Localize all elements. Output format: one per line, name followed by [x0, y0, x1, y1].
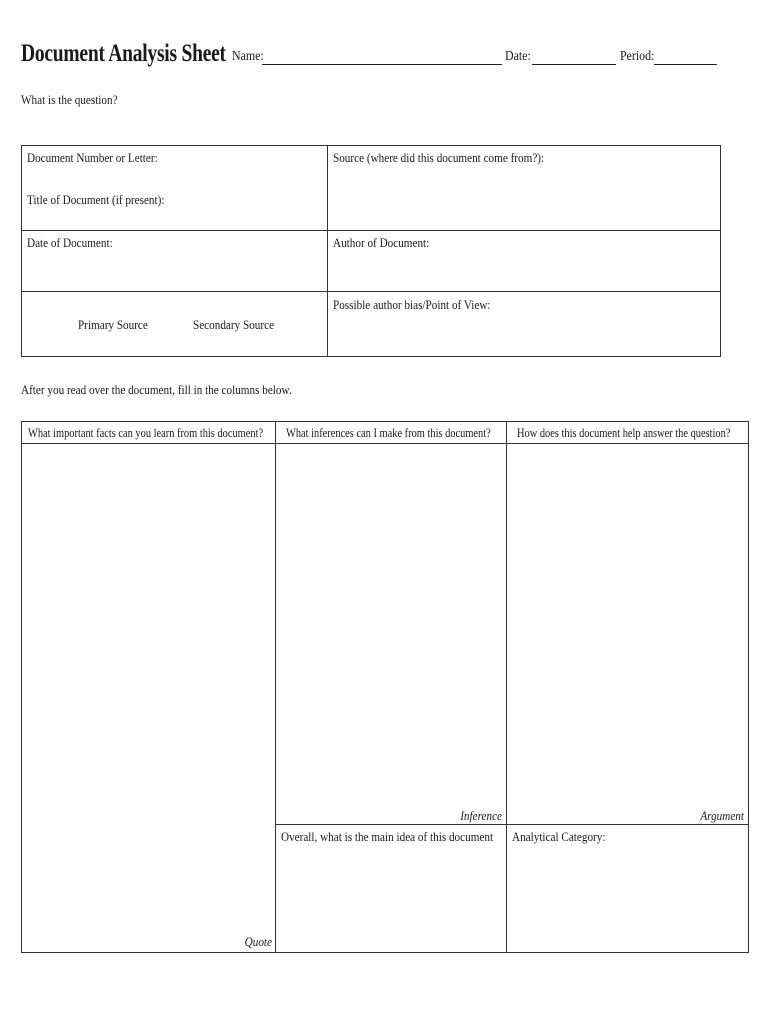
- date-of-document-label: Date of Document:: [27, 235, 113, 250]
- source-label: Source (where did this document come from?):: [333, 150, 545, 165]
- author-label: Author of Document:: [333, 235, 430, 250]
- quote-label: Quote: [244, 934, 272, 949]
- analytical-category-label: Analytical Category:: [512, 829, 606, 844]
- facts-area[interactable]: [22, 444, 274, 952]
- inference-label: Inference: [460, 808, 502, 823]
- instructions-text: After you read over the document, fill in the columns below.: [21, 382, 292, 397]
- document-title-label: Title of Document (if present):: [27, 192, 165, 207]
- author-bias-label: Possible author bias/Point of View:: [333, 297, 491, 312]
- name-field[interactable]: [262, 52, 502, 65]
- page-title: Document Analysis Sheet: [21, 40, 226, 67]
- facts-column-header: What important facts can you learn from this document?: [28, 425, 264, 440]
- help-column-header: How does this document help answer the question?: [517, 425, 731, 440]
- inferences-column-header: What inferences can I make from this document?: [286, 425, 491, 440]
- primary-source-option[interactable]: Primary Source: [78, 317, 148, 332]
- date-field[interactable]: [532, 52, 616, 65]
- document-number-label: Document Number or Letter:: [27, 150, 158, 165]
- inferences-area[interactable]: [276, 444, 505, 823]
- main-idea-label: Overall, what is the main idea of this document: [281, 829, 494, 844]
- period-field[interactable]: [654, 52, 717, 65]
- argument-label: Argument: [700, 808, 744, 823]
- name-label: Name:: [232, 49, 264, 64]
- date-label: Date:: [505, 49, 531, 64]
- period-label: Period:: [620, 49, 655, 64]
- help-area[interactable]: [507, 444, 748, 823]
- question-prompt: What is the question?: [21, 92, 118, 107]
- secondary-source-option[interactable]: Secondary Source: [193, 317, 275, 332]
